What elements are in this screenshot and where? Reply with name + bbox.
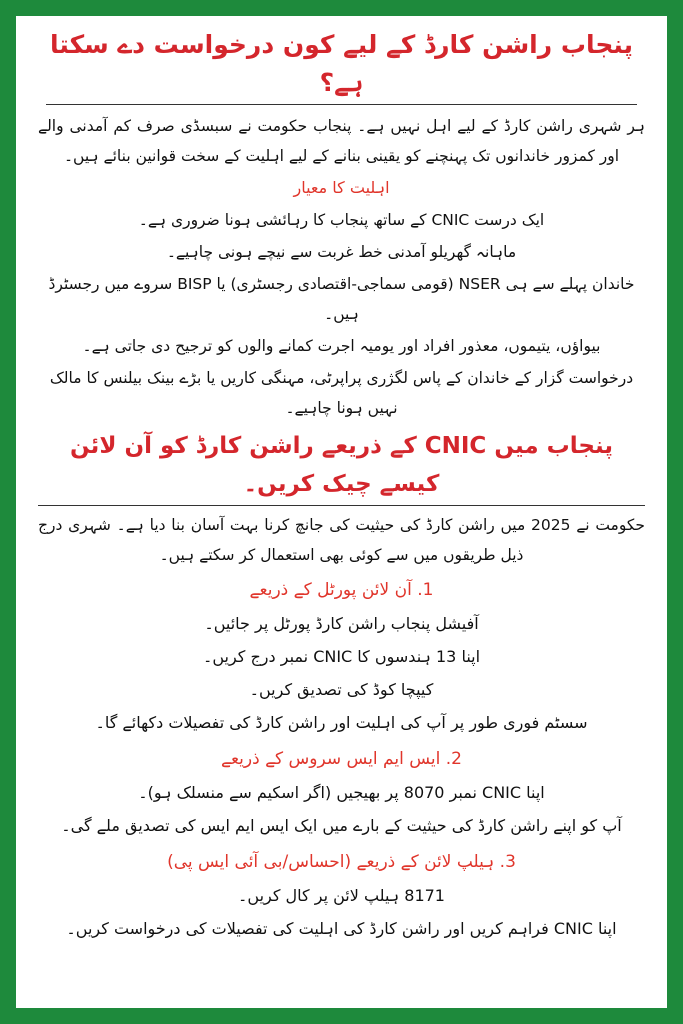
eligibility-item: بیواؤں، یتیموں، معذور افراد اور یومیہ اجرت کمانے والوں کو ترجیح دی جاتی ہے۔ bbox=[82, 337, 601, 355]
method-step: آپ کو اپنے راشن کارڈ کی حیثیت کے بارے میں ایک ایس ایم ایس کی تصدیق ملے گی۔ bbox=[61, 816, 622, 835]
eligibility-item: ماہانہ گھریلو آمدنی خط غربت سے نیچے ہونی چاہیے۔ bbox=[166, 243, 517, 261]
section-intro: حکومت نے 2025 میں راشن کارڈ کی حیثیت کی جانچ کرنا بہت آسان بنا دیا ہے۔ شہری درج ذیل طریقوں میں سے کوئی بھی استعمال کر سکتے ہیں۔ bbox=[38, 516, 645, 564]
method-step: 8171 ہیلپ لائن پر کال کریں۔ bbox=[238, 886, 445, 905]
eligibility-item: ایک درست CNIC کے ساتھ پنجاب کا رہائشی ہونا ضروری ہے۔ bbox=[138, 211, 545, 229]
method-step: کیپچا کوڈ کی تصدیق کریں۔ bbox=[249, 680, 434, 699]
method-step: اپنا CNIC فراہم کریں اور راشن کارڈ کی اہلیت کی تفصیلات کی درخواست کریں۔ bbox=[66, 919, 617, 938]
eligibility-item: درخواست گزار کے خاندان کے پاس لگژری پراپرٹی، مہنگی کاریں یا بڑے بینک بیلنس کا مالک نہیں ہونا چاہیے۔ bbox=[49, 369, 634, 417]
method-sms-service bbox=[38, 743, 645, 842]
method-heading: 1. آن لائن پورٹل کے ذریعے bbox=[249, 580, 434, 600]
method-helpline bbox=[38, 846, 645, 945]
article-card bbox=[16, 16, 667, 1008]
method-step: سسٹم فوری طور پر آپ کی اہلیت اور راشن کارڈ کی تفصیلات دکھائے گا۔ bbox=[95, 713, 588, 732]
page-title: پنجاب راشن کارڈ کے لیے کون درخواست دے سکتا ہے؟ bbox=[46, 26, 637, 105]
method-heading: 2. ایس ایم ایس سروس کے ذریعے bbox=[221, 749, 462, 769]
section-title: پنجاب میں CNIC کے ذریعے راشن کارڈ کو آن لائن کیسے چیک کریں۔ bbox=[38, 427, 645, 506]
eligibility-heading: اہلیت کا معیار bbox=[293, 178, 390, 197]
method-step: آفیشل پنجاب راشن کارڈ پورٹل پر جائیں۔ bbox=[204, 614, 479, 633]
intro-paragraph: ہر شہری راشن کارڈ کے لیے اہل نہیں ہے۔ پنجاب حکومت نے سبسڈی صرف کم آمدنی والے اور کمزور خاندانوں تک پہنچنے کو یقینی بنانے کے لیے اہلیت کے سخت قوانین بنائے ہیں۔ bbox=[38, 117, 645, 165]
method-step: اپنا CNIC نمبر 8070 پر بھیجیں (اگر اسکیم سے منسلک ہو)۔ bbox=[138, 783, 545, 802]
method-online-portal bbox=[38, 574, 645, 739]
method-step: اپنا 13 ہندسوں کا CNIC نمبر درج کریں۔ bbox=[202, 647, 481, 666]
eligibility-item: خاندان پہلے سے ہی NSER (قومی سماجی-اقتصادی رجسٹری) یا BISP سروے میں رجسٹرڈ ہیں۔ bbox=[48, 275, 635, 323]
method-heading: 3. ہیلپ لائن کے ذریعے (احساس/بی آئی ایس پی) bbox=[167, 852, 516, 872]
eligibility-list bbox=[38, 205, 645, 423]
